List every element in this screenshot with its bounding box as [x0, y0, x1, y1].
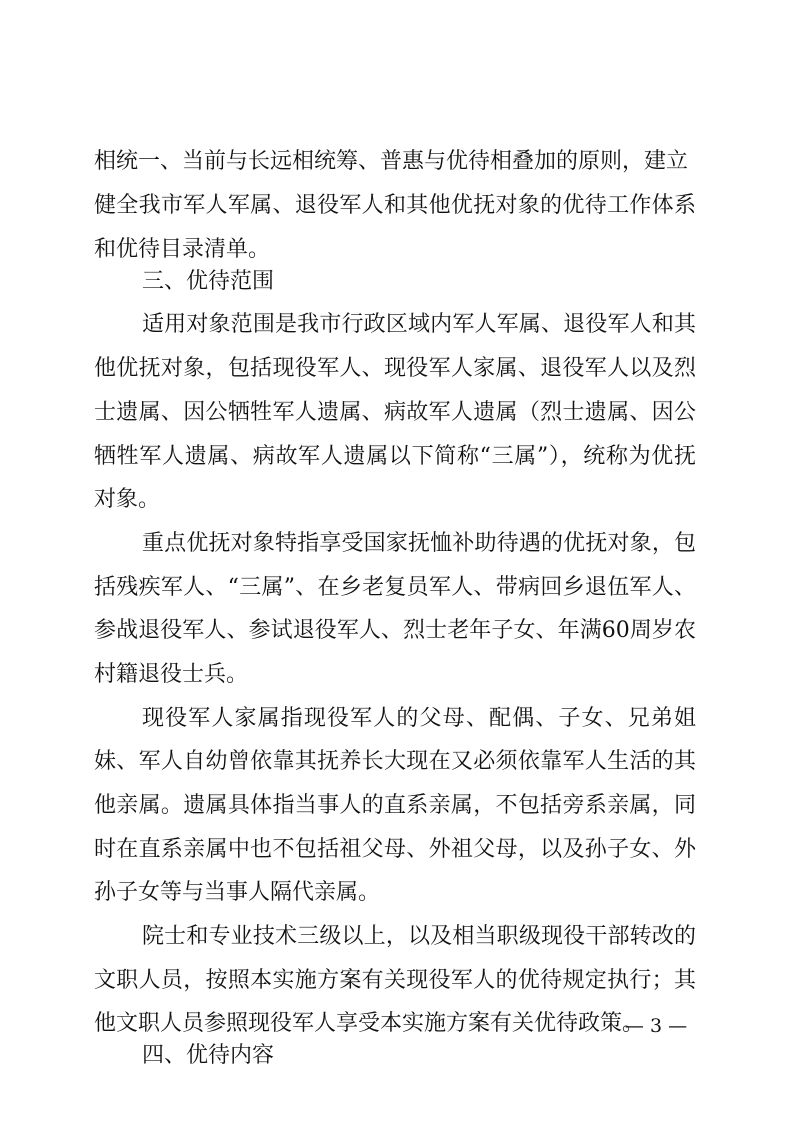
paragraph-line: 妹、军人自幼曾依靠其抚养长大现在又必须依靠军人生活的其 [94, 749, 696, 774]
paragraph-line: 孙子女等与当事人隔代亲属。 [94, 880, 381, 905]
paragraph-line: 对象。 [94, 487, 161, 512]
paragraph-line: 时在直系亲属中也不包括祖父母、外祖父母，以及孙子女、外 [94, 837, 696, 862]
paragraph-line: 相统一、当前与长远相统筹、普惠与优待相叠加的原则，建立 [94, 149, 689, 174]
paragraph-line: 村籍退役士兵。 [94, 662, 249, 687]
paragraph-line: 他文职人员参照现役军人享受本实施方案有关优待政策。 [94, 1011, 645, 1036]
paragraph-line: 参战退役军人、参试退役军人、烈士老年子女、年满60周岁农 [94, 618, 696, 643]
paragraph-line: 和优待目录清单。 [94, 237, 271, 262]
paragraph-line: 适用对象范围是我市行政区域内军人军属、退役军人和其 [142, 312, 696, 337]
page-number: — 3 — [624, 1015, 688, 1037]
paragraph-line: 牺牲军人遗属、病故军人遗属以下简称“三属”），统称为优抚 [94, 444, 696, 469]
paragraph-line: 括残疾军人、“三属”、在乡老复员军人、带病回乡退伍军人、 [94, 575, 696, 600]
section-heading: 三、优待范围 [142, 269, 275, 294]
paragraph-line: 健全我市军人军属、退役军人和其他优抚对象的优待工作体系 [94, 193, 696, 218]
paragraph-line: 现役军人家属指现役军人的父母、配偶、子女、兄弟姐 [142, 706, 696, 731]
section-heading: 四、优待内容 [142, 1043, 275, 1068]
paragraph-line: 文职人员，按照本实施方案有关现役军人的优待规定执行；其 [94, 968, 696, 993]
paragraph-line: 士遗属、因公牺牲军人遗属、病故军人遗属（烈士遗属、因公 [94, 400, 696, 425]
paragraph-line: 院士和专业技术三级以上，以及相当职级现役干部转改的 [142, 924, 696, 949]
paragraph-line: 重点优抚对象特指享受国家抚恤补助待遇的优抚对象，包 [142, 531, 696, 556]
paragraph-line: 他亲属。遗属具体指当事人的直系亲属，不包括旁系亲属，同 [94, 793, 696, 818]
paragraph-line: 他优抚对象，包括现役军人、现役军人家属、退役军人以及烈 [94, 356, 696, 381]
